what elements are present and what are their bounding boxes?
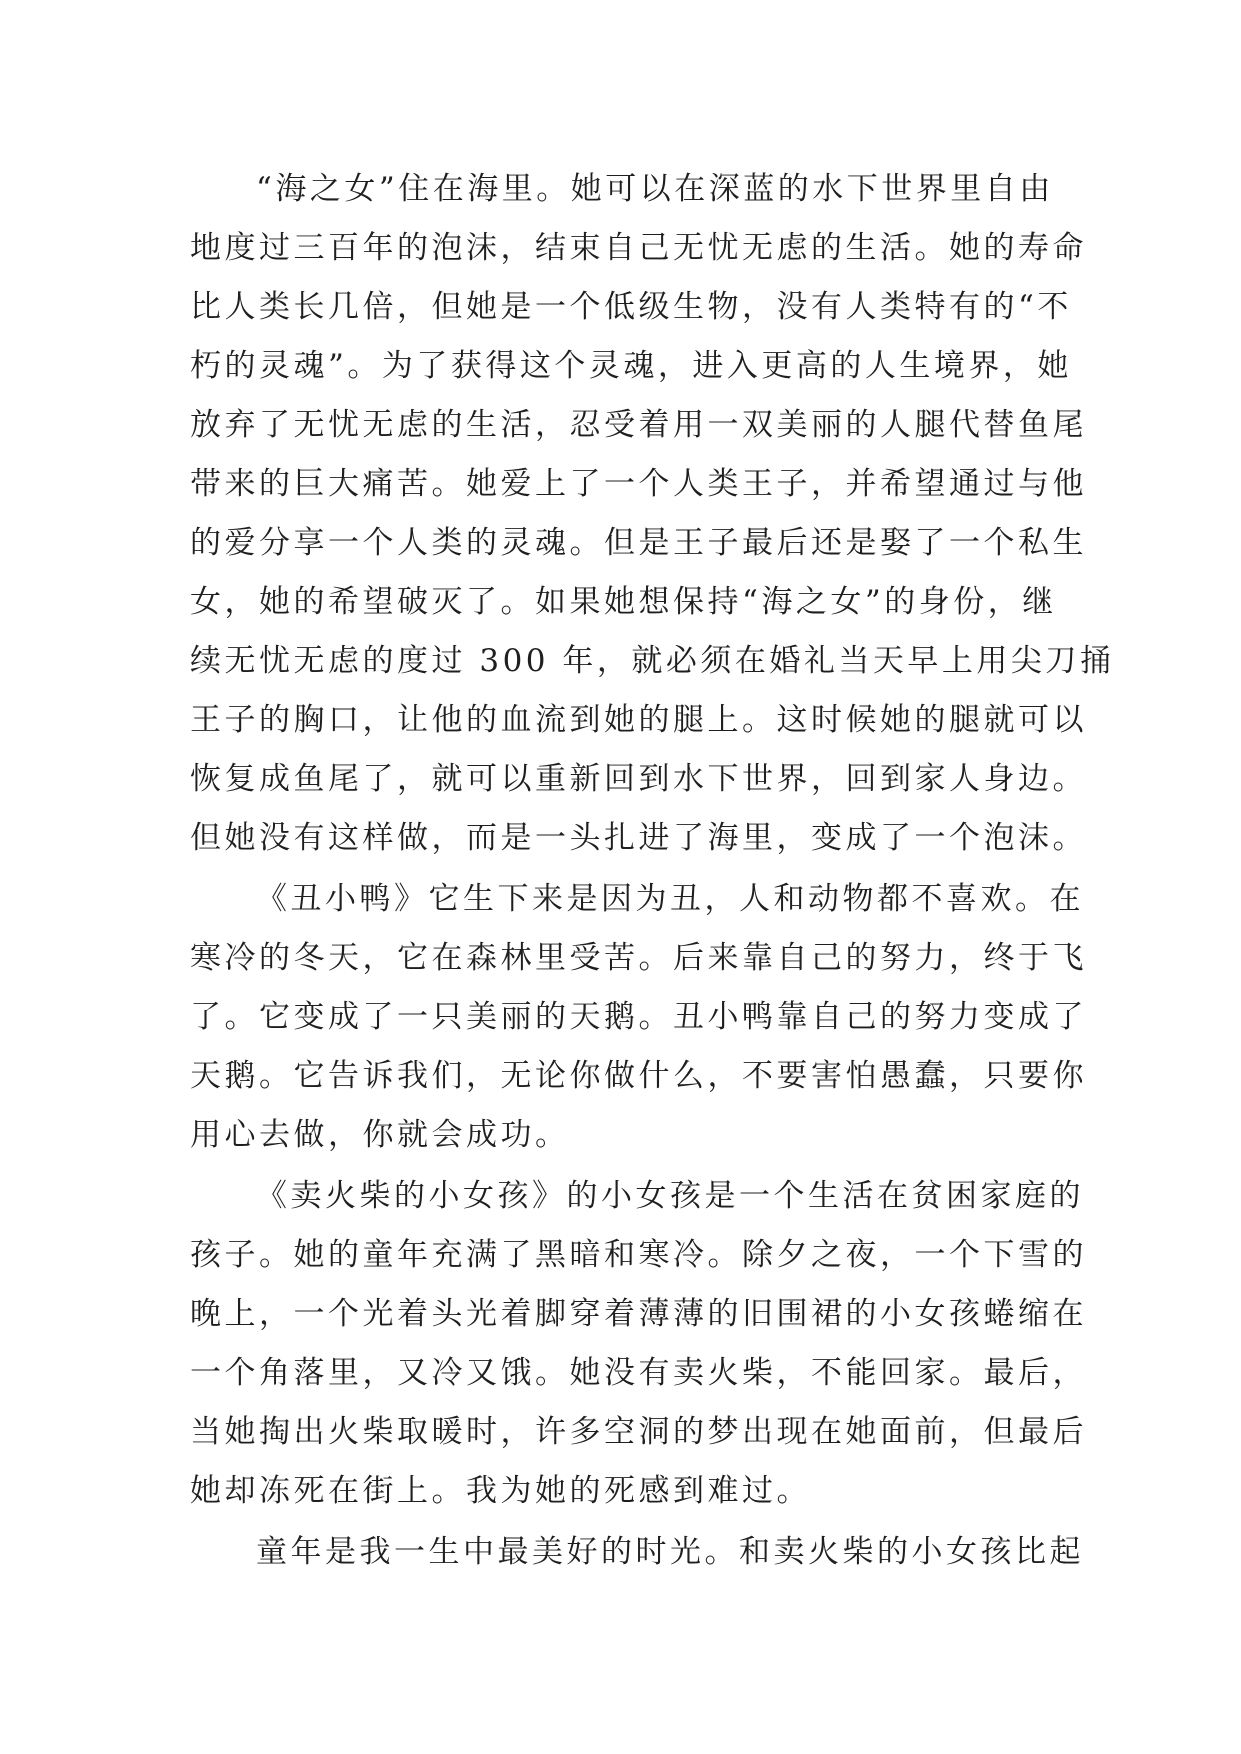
text-line: 晚上，一个光着头光着脚穿着薄薄的旧围裙的小女孩蜷缩在 bbox=[190, 1296, 1087, 1332]
text-line: 童年是我一生中最美好的时光。和卖火柴的小女孩比起 bbox=[256, 1534, 1084, 1570]
text-line: 《丑小鸭》它生下来是因为丑，人和动物都不喜欢。在 bbox=[256, 881, 1084, 917]
paragraph-ugly-duckling bbox=[190, 870, 1087, 1165]
text-line: 的爱分享一个人类的灵魂。但是王子最后还是娶了一个私生 bbox=[190, 525, 1087, 561]
text-line: 用心去做，你就会成功。 bbox=[190, 1117, 570, 1153]
text-line: 《卖火柴的小女孩》的小女孩是一个生活在贫困家庭的 bbox=[256, 1178, 1084, 1214]
text-line: 放弃了无忧无虑的生活，忍受着用一双美丽的人腿代替鱼尾 bbox=[190, 407, 1087, 443]
text-line: 女，她的希望破灭了。如果她想保持“海之女”的身份，继 bbox=[190, 584, 1057, 620]
text-line: 孩子。她的童年充满了黑暗和寒冷。除夕之夜，一个下雪的 bbox=[190, 1237, 1087, 1273]
text-line: 续无忧无虑的度过 300 年，就必须在婚礼当天早上用尖刀捅 bbox=[190, 643, 1115, 679]
text-line: 但她没有这样做，而是一头扎进了海里，变成了一个泡沫。 bbox=[190, 820, 1087, 856]
text-line: 一个角落里，又冷又饿。她没有卖火柴，不能回家。最后， bbox=[190, 1355, 1087, 1391]
text-line: 王子的胸口，让他的血流到她的腿上。这时候她的腿就可以 bbox=[190, 702, 1087, 738]
text-line: 朽的灵魂”。为了获得这个灵魂，进入更高的人生境界，她 bbox=[190, 348, 1072, 384]
text-line: “海之女”住在海里。她可以在深蓝的水下世界里自由 bbox=[256, 171, 1054, 207]
text-line: 地度过三百年的泡沫，结束自己无忧无虑的生活。她的寿命 bbox=[190, 230, 1087, 266]
text-line: 天鹅。它告诉我们，无论你做什么，不要害怕愚蠢，只要你 bbox=[190, 1058, 1087, 1094]
paragraph-match-girl bbox=[190, 1167, 1087, 1521]
text-line: 当她掏出火柴取暖时，许多空洞的梦出现在她面前，但最后 bbox=[190, 1414, 1087, 1450]
text-line: 她却冻死在街上。我为她的死感到难过。 bbox=[190, 1473, 811, 1509]
text-line: 寒冷的冬天，它在森林里受苦。后来靠自己的努力，终于飞 bbox=[190, 940, 1087, 976]
text-line: 比人类长几倍，但她是一个低级生物，没有人类特有的“不 bbox=[190, 289, 1072, 325]
text-line: 带来的巨大痛苦。她爱上了一个人类王子，并希望通过与他 bbox=[190, 466, 1087, 502]
paragraph-little-mermaid bbox=[190, 160, 1115, 868]
paragraph-childhood bbox=[190, 1523, 1084, 1582]
text-line: 恢复成鱼尾了，就可以重新回到水下世界，回到家人身边。 bbox=[190, 761, 1087, 797]
text-line: 了。它变成了一只美丽的天鹅。丑小鸭靠自己的努力变成了 bbox=[190, 999, 1087, 1035]
document-body bbox=[190, 160, 1115, 1582]
